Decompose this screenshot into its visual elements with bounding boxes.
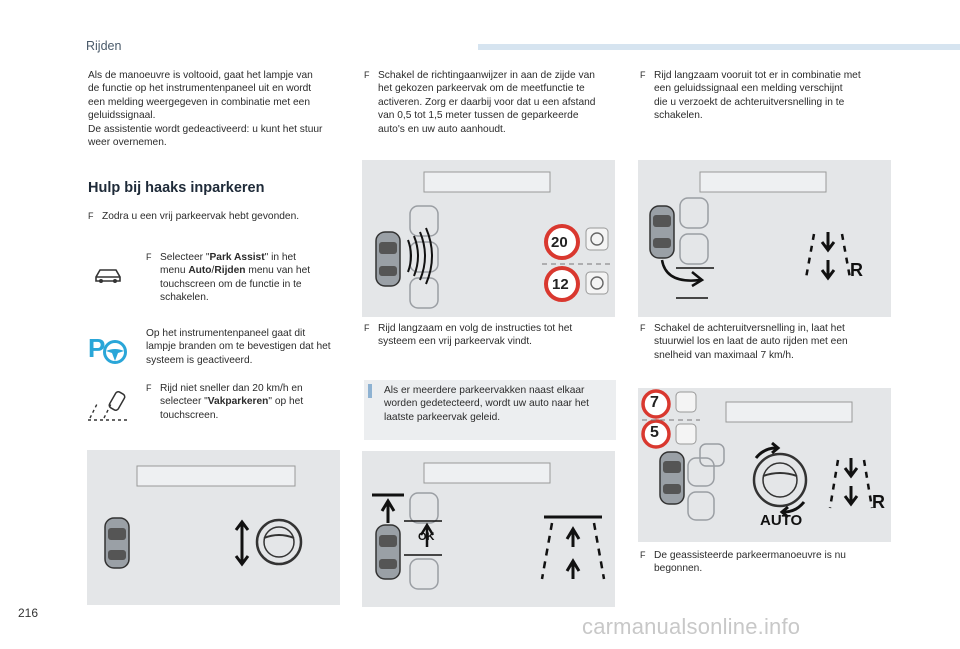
speed-sign-5: 5 — [650, 424, 659, 441]
illustration-panel-4 — [638, 160, 891, 317]
illustration-panel-5 — [638, 388, 891, 542]
illustration-panel-1 — [87, 450, 340, 605]
step-drive-slowly: F Rijd langzaam en volg de instructies tot het systeem een vrij parkeervak vindt. — [364, 323, 573, 348]
ok-label: OK — [418, 531, 435, 543]
step-select-park-assist: F Selecteer "Park Assist" in het menu Auto/Rijden menu van het touchscreen om de functie in te schakelen. — [146, 252, 311, 304]
note-indicator: Op het instrumentenpaneel gaat dit lampje branden om te bevestigen dat het systeem is geactiveerd. — [146, 328, 331, 366]
car-icon — [92, 265, 124, 285]
speed-sign-12: 12 — [552, 276, 569, 293]
car-illustration — [105, 518, 129, 568]
section-heading: Hulp bij haaks inparkeren — [88, 180, 265, 196]
speed-sign-20: 20 — [551, 234, 568, 251]
chapter-bar — [478, 44, 960, 50]
auto-label: AUTO — [760, 512, 803, 529]
chapter-title: Rijden — [86, 39, 122, 53]
info-icon — [368, 384, 372, 398]
speed-sign-7: 7 — [650, 394, 659, 411]
bullet: F — [88, 211, 94, 221]
intro-paragraph: Als de manoeuvre is voltooid, gaat het lampje van de functie op het instrumentenpaneel uit en wordt een melding weergegeven in combinatie met een geluidssignaal. De assistentie wordt gedeactiveerd: u kunt het stuur weer overnemen. — [88, 70, 323, 149]
step-select-vakparkeren: F Rijd niet sneller dan 20 km/h en selecteer "Vakparkeren" op het touchscreen. — [146, 383, 304, 421]
watermark: carmanualsonline.info — [582, 614, 801, 639]
gear-r-label: R — [872, 492, 885, 512]
illustration-panel-2 — [362, 160, 615, 317]
page-number: 216 — [18, 606, 39, 620]
info-box: Als er meerdere parkeervakken naast elkaar worden gedetecteerd, wordt uw auto naar het laatste parkeervak geleid. — [364, 380, 616, 440]
illustration-panel-3 — [362, 451, 615, 607]
step-maneuver-started: F De geassisteerde parkeermanoeuvre is nu begonnen. — [640, 550, 846, 575]
gear-r-label: R — [850, 260, 863, 280]
step-indicator: F Schakel de richtingaanwijzer in aan de zijde van het gekozen parkeervak om de meetfunctie te activeren. Zorg er daarbij voor dat u een afstand van 0,5 tot 1,5 meter tussen de geparkeerde auto's en uw auto aanhoudt. — [364, 70, 596, 135]
perpendicular-parking-icon — [84, 388, 134, 424]
step-reverse: F Schakel de achteruitversnelling in, laat het stuurwiel los en laat de auto rijden met een snelheid van maximaal 7 km/h. — [640, 323, 848, 361]
step-drive-forward: F Rijd langzaam vooruit tot er in combinatie met een geluidssignaal een melding verschijnt die u verzoekt de achteruitversnelling in te schakelen. — [640, 70, 861, 122]
park-assist-indicator-icon: P — [88, 333, 132, 365]
